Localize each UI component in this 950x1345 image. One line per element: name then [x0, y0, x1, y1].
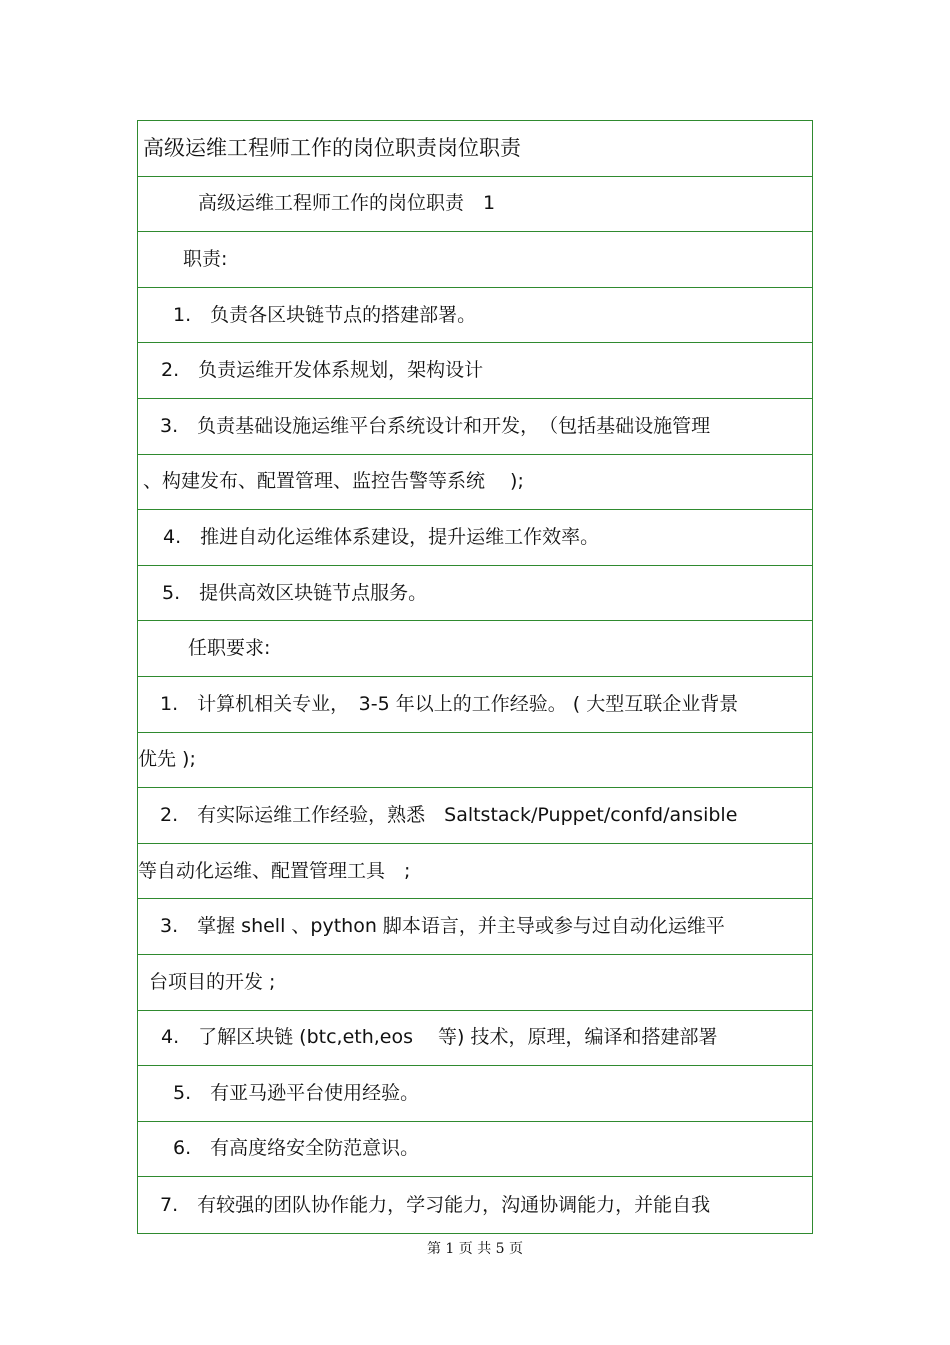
duty-item-1: 1. 负责各区块链节点的搭建部署。	[138, 288, 812, 344]
requirements-heading: 任职要求:	[138, 621, 812, 677]
requirement-item-5: 5. 有亚马逊平台使用经验。	[138, 1066, 812, 1122]
document-table	[137, 120, 813, 1234]
duty-item-3: 3. 负责基础设施运维平台系统设计和开发， （包括基础设施管理	[138, 399, 812, 455]
requirement-item-7: 7. 有较强的团队协作能力，学习能力，沟通协调能力，并能自我	[160, 1193, 711, 1216]
page-number: 第 1 页 共 5 页	[426, 1241, 524, 1257]
requirement-item-6: 6. 有高度络安全防范意识。	[138, 1122, 812, 1178]
section-heading: 高级运维工程师工作的岗位职责 1	[138, 177, 812, 233]
document-title: 高级运维工程师工作的岗位职责岗位职责	[138, 121, 812, 177]
requirement-item-1-continued: 优先 );	[138, 733, 812, 789]
requirement-item-3-continued: 台项目的开发 ;	[138, 955, 812, 1011]
duty-item-4: 4. 推进自动化运维体系建设，提升运维工作效率。	[138, 510, 812, 566]
requirement-item-2-continued: 等自动化运维、配置管理工具 ;	[138, 844, 812, 900]
requirement-item-2: 2. 有实际运维工作经验，熟悉 Saltstack/Puppet/confd/ansible	[138, 788, 812, 844]
requirement-item-4: 4. 了解区块链 (btc,eth,eos 等) 技术，原理，编译和搭建部署	[138, 1011, 812, 1067]
duty-item-5: 5. 提供高效区块链节点服务。	[138, 566, 812, 622]
duties-heading: 职责:	[138, 232, 812, 288]
duty-item-3-continued: 、构建发布、配置管理、监控告警等系统 );	[138, 455, 812, 511]
duty-item-2: 2. 负责运维开发体系规划，架构设计	[138, 343, 812, 399]
requirement-item-3: 3. 掌握 shell 、python 脚本语言，并主导或参与过自动化运维平	[138, 899, 812, 955]
requirement-item-1: 1. 计算机相关专业， 3-5 年以上的工作经验。 ( 大型互联企业背景	[138, 677, 812, 733]
